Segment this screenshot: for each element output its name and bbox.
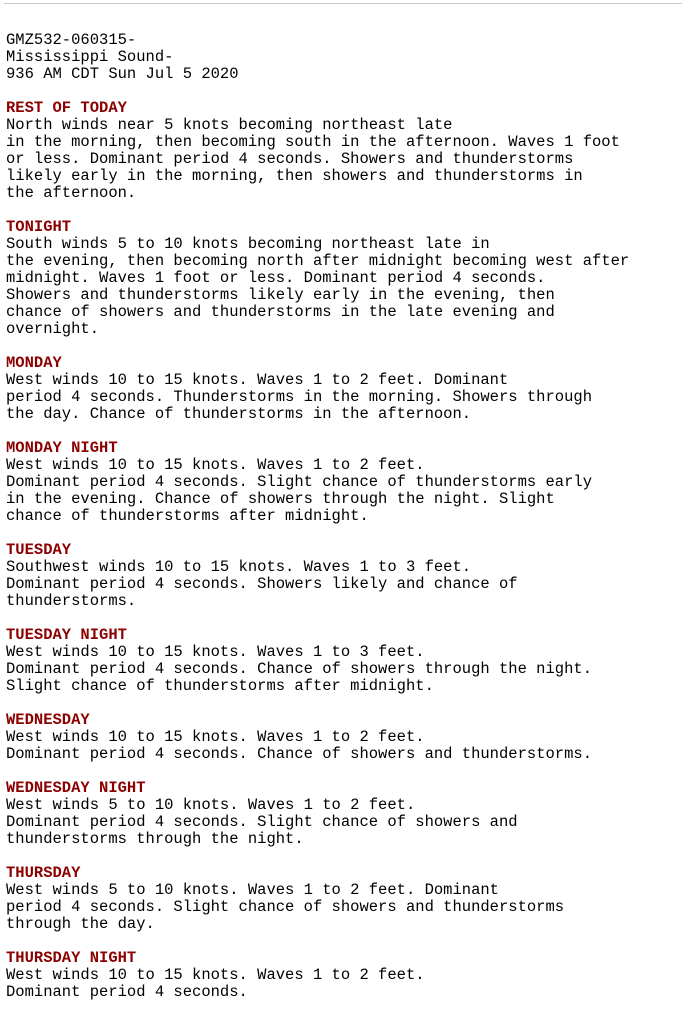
forecast-text-line: chance of thunderstorms after midnight.: [6, 507, 369, 525]
forecast-text-line: Dominant period 4 seconds. Chance of showers through the night.: [6, 660, 592, 678]
forecast-text-line: Showers and thunderstorms likely early in the evening, then: [6, 286, 555, 304]
forecast-period: [6, 712, 682, 763]
forecast-text-line: Slight chance of thunderstorms after midnight.: [6, 677, 434, 695]
forecast-period: [6, 780, 682, 848]
forecast-text-line: West winds 10 to 15 knots. Waves 1 to 2 feet.: [6, 728, 425, 746]
forecast-text-line: or less. Dominant period 4 seconds. Showers and thunderstorms: [6, 150, 574, 168]
forecast-header: [6, 32, 682, 83]
period-title: THURSDAY NIGHT: [6, 949, 137, 967]
forecast-period: [6, 100, 682, 202]
forecast-period: [6, 219, 682, 338]
forecast-text-line: thunderstorms through the night.: [6, 830, 304, 848]
period-title: THURSDAY: [6, 864, 81, 882]
forecast-text-line: Southwest winds 10 to 15 knots. Waves 1 to 3 feet.: [6, 558, 472, 576]
forecast-text-line: South winds 5 to 10 knots becoming northeast late in: [6, 235, 490, 253]
forecast-text-line: West winds 10 to 15 knots. Waves 1 to 2 feet.: [6, 966, 425, 984]
forecast-text-line: Dominant period 4 seconds. Slight chance of thunderstorms early: [6, 473, 592, 491]
forecast-period: [6, 950, 682, 1001]
forecast-period: [6, 440, 682, 525]
period-title: WEDNESDAY: [6, 711, 90, 729]
forecast-text-line: period 4 seconds. Slight chance of showers and thunderstorms: [6, 898, 565, 916]
forecast-text-line: West winds 5 to 10 knots. Waves 1 to 2 feet.: [6, 796, 416, 814]
zone-code: GMZ532-060315-: [6, 31, 137, 49]
forecast-text-line: the day. Chance of thunderstorms in the afternoon.: [6, 405, 472, 423]
forecast-period: [6, 542, 682, 610]
forecast-text-line: West winds 10 to 15 knots. Waves 1 to 3 feet.: [6, 643, 425, 661]
forecast-text-line: chance of showers and thunderstorms in the late evening and: [6, 303, 555, 321]
forecast-text-line: midnight. Waves 1 foot or less. Dominant period 4 seconds.: [6, 269, 546, 287]
forecast-text-line: Dominant period 4 seconds. Showers likely and chance of: [6, 575, 518, 593]
period-title: WEDNESDAY NIGHT: [6, 779, 146, 797]
zone-name: Mississippi Sound-: [6, 48, 174, 66]
forecast-text-line: thunderstorms.: [6, 592, 137, 610]
forecast-text-line: through the day.: [6, 915, 155, 933]
forecast-text-line: likely early in the morning, then showers and thunderstorms in: [6, 167, 583, 185]
forecast-period: [6, 355, 682, 423]
forecast-text-line: Dominant period 4 seconds.: [6, 983, 248, 1001]
forecast-text-line: the afternoon.: [6, 184, 137, 202]
period-title: TUESDAY: [6, 541, 72, 559]
period-title: MONDAY NIGHT: [6, 439, 118, 457]
forecast-text-line: in the morning, then becoming south in the afternoon. Waves 1 foot: [6, 133, 620, 151]
forecast-document: [6, 32, 682, 1018]
forecast-text-line: in the evening. Chance of showers through the night. Slight: [6, 490, 555, 508]
forecast-text-line: period 4 seconds. Thunderstorms in the morning. Showers through: [6, 388, 592, 406]
forecast-period: [6, 627, 682, 695]
period-title: TUESDAY NIGHT: [6, 626, 127, 644]
forecast-text-line: Dominant period 4 seconds. Chance of showers and thunderstorms.: [6, 745, 592, 763]
issued-time: 936 AM CDT Sun Jul 5 2020: [6, 65, 239, 83]
forecast-period: [6, 865, 682, 933]
forecast-sections: [6, 100, 682, 1001]
forecast-text-line: overnight.: [6, 320, 100, 338]
forecast-text-line: North winds near 5 knots becoming northeast late: [6, 116, 453, 134]
forecast-text-line: West winds 5 to 10 knots. Waves 1 to 2 feet. Dominant: [6, 881, 499, 899]
period-title: REST OF TODAY: [6, 99, 127, 117]
forecast-text-line: the evening, then becoming north after midnight becoming west after: [6, 252, 630, 270]
forecast-text-line: West winds 10 to 15 knots. Waves 1 to 2 feet.: [6, 456, 425, 474]
forecast-text-line: West winds 10 to 15 knots. Waves 1 to 2 feet. Dominant: [6, 371, 509, 389]
forecast-text-line: Dominant period 4 seconds. Slight chance of showers and: [6, 813, 518, 831]
top-divider: [4, 3, 682, 4]
period-title: MONDAY: [6, 354, 62, 372]
period-title: TONIGHT: [6, 218, 72, 236]
